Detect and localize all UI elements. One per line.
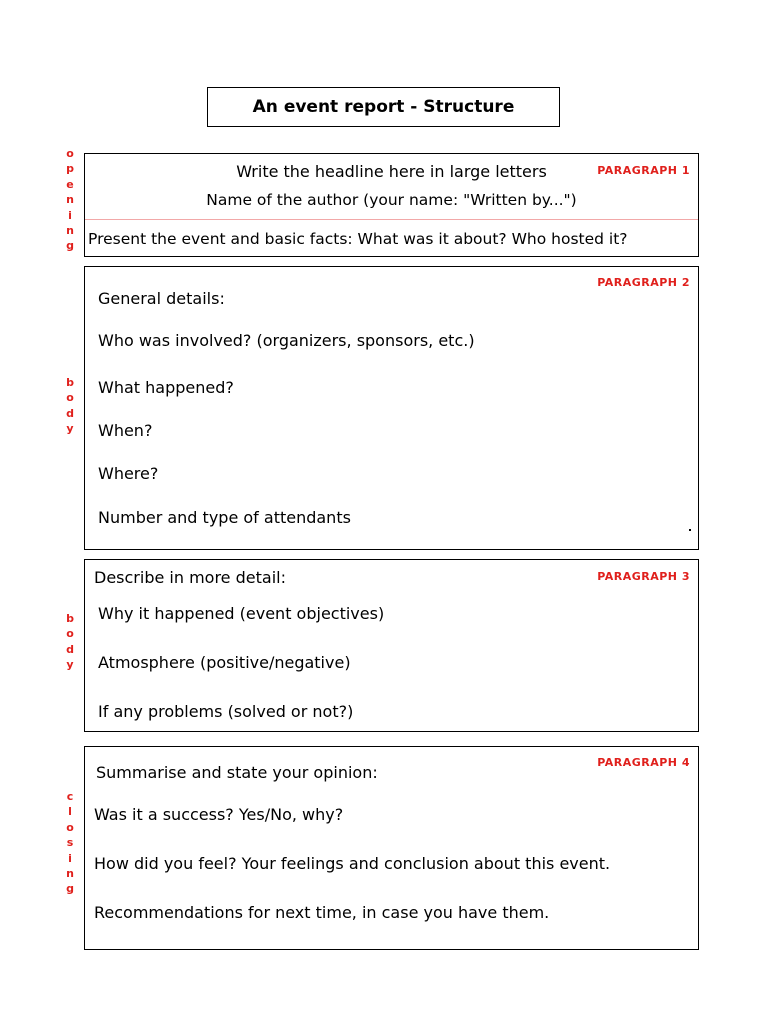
side-letter: d [66, 642, 74, 656]
headline-instruction: Write the headline here in large letters [236, 162, 547, 181]
side-label-body-2 [63, 611, 77, 673]
side-letter: o [66, 391, 74, 405]
body-line: What happened? [98, 378, 234, 397]
side-letter: p [66, 162, 74, 176]
side-letter: b [66, 376, 74, 389]
basic-facts-instruction: Present the event and basic facts: What was it about? Who hosted it? [88, 230, 628, 248]
body-line: When? [98, 421, 153, 440]
side-letter: o [66, 627, 74, 641]
paragraph-4-box [84, 746, 699, 950]
side-letter: d [66, 406, 74, 420]
side-letter: g [66, 882, 74, 896]
paragraph-1-divider [85, 219, 698, 220]
paragraph-3-box [84, 559, 699, 732]
body-line: Who was involved? (organizers, sponsors, etc.) [98, 331, 475, 350]
paragraph-1-box [84, 153, 699, 257]
body-line: General details: [98, 289, 225, 308]
side-label-opening [63, 146, 77, 254]
body-line: Describe in more detail: [94, 568, 286, 587]
side-letter: y [66, 422, 74, 436]
body-line: Was it a success? Yes/No, why? [94, 805, 344, 824]
side-letter: n [66, 224, 74, 238]
body-line: Atmosphere (positive/negative) [98, 653, 351, 672]
paragraph-4-label: PARAGRAPH 4 [597, 756, 690, 769]
side-label-body-1 [63, 375, 77, 437]
side-letter: i [68, 208, 72, 222]
side-letter: i [68, 851, 72, 865]
paragraph-1-label: PARAGRAPH 1 [597, 164, 690, 177]
paragraph-2-box [84, 266, 699, 550]
side-letter: n [66, 193, 74, 207]
side-letter: y [66, 658, 74, 672]
body-line: Recommendations for next time, in case you have them. [94, 903, 550, 922]
side-letter: o [66, 820, 74, 834]
side-letter: n [66, 867, 74, 881]
author-instruction: Name of the author (your name: "Written by...") [206, 191, 577, 209]
body-line: Where? [98, 464, 159, 483]
side-letter: g [66, 239, 74, 253]
stray-dot [689, 529, 691, 531]
side-letter: o [66, 147, 74, 160]
body-line: Summarise and state your opinion: [96, 763, 378, 782]
side-letter: l [68, 805, 72, 819]
side-letter: c [66, 790, 74, 803]
side-letter: s [66, 836, 74, 850]
body-line: How did you feel? Your feelings and conclusion about this event. [94, 854, 611, 873]
body-line: Why it happened (event objectives) [98, 604, 385, 623]
side-label-closing [63, 789, 77, 897]
body-line: Number and type of attendants [98, 508, 351, 527]
side-letter: b [66, 612, 74, 625]
side-letter: e [66, 177, 74, 191]
paragraph-3-label: PARAGRAPH 3 [597, 570, 690, 583]
page-title: An event report - Structure [207, 87, 560, 127]
paragraph-2-label: PARAGRAPH 2 [597, 276, 690, 289]
body-line: If any problems (solved or not?) [98, 702, 354, 721]
